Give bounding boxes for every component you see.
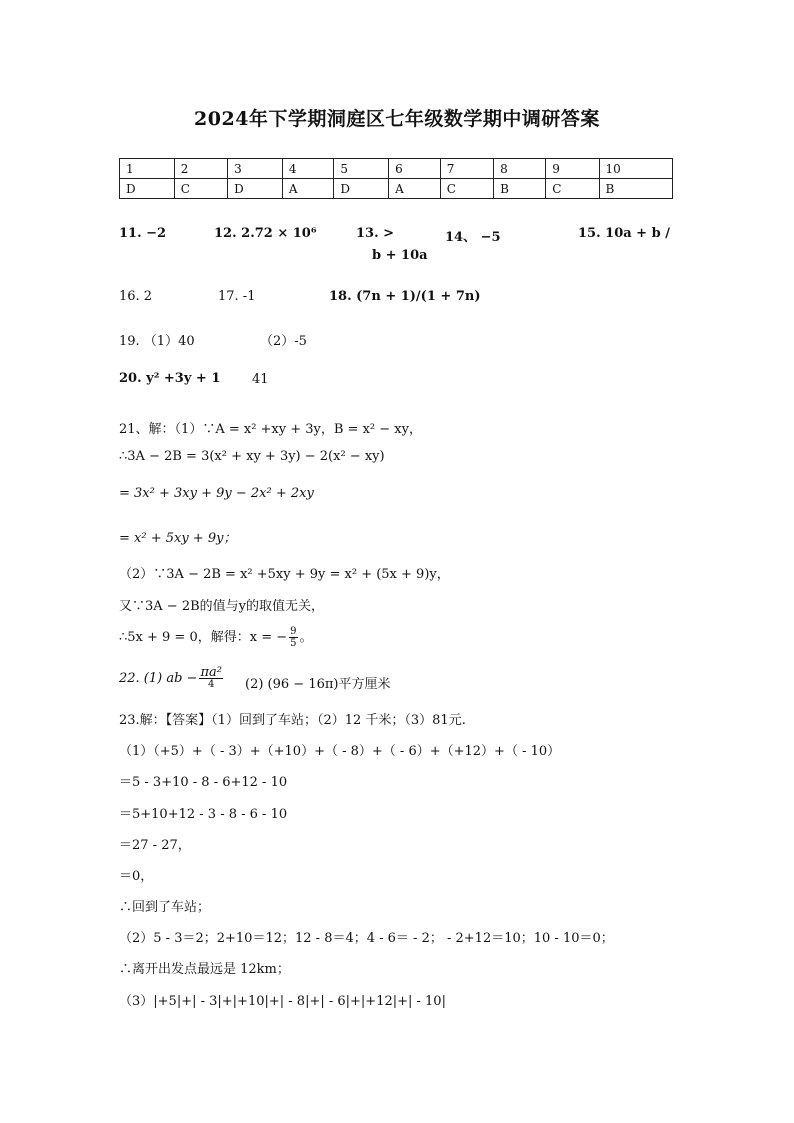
table-cell: 3 — [228, 159, 283, 179]
answer-q18: 18. (7n + 1)/(1 + 7n) — [329, 289, 481, 304]
q21-line: ∴3A − 2B = 3(x² + xy + 3y) − 2(x² − xy) — [119, 449, 385, 464]
q21-line: 21、解：（1）∵A = x² +xy + 3y，B = x² − xy， — [119, 422, 422, 437]
table-cell: A — [389, 179, 441, 199]
answer-q19-part1: 19. （1）40 — [119, 334, 195, 349]
q23-line: ∴回到了车站； — [119, 900, 211, 915]
table-cell: 6 — [389, 159, 441, 179]
answer-q13: 13. > — [356, 226, 395, 241]
fraction-denominator: 5 — [290, 638, 297, 649]
q23-line: ＝0， — [119, 869, 154, 884]
table-row-answers — [120, 179, 673, 199]
answer-q19-part2: （2）-5 — [260, 334, 307, 349]
table-cell: 5 — [334, 159, 389, 179]
answer-q16: 16. 2 — [119, 289, 153, 304]
q23-line: ＝27 - 27， — [119, 838, 191, 853]
answer-q11: 11. −2 — [119, 226, 167, 241]
q21-line: = x² + 5xy + 9y； — [119, 531, 237, 546]
answer-q12: 12. 2.72 × 10⁶ — [214, 226, 317, 241]
q21-solution-line — [119, 626, 313, 649]
q22-line — [119, 667, 225, 690]
table-cell: C — [174, 179, 227, 199]
table-cell: 10 — [599, 159, 672, 179]
fraction-denominator: 4 — [208, 679, 215, 690]
table-cell: 7 — [440, 159, 493, 179]
q23-line: （2）5 - 3＝2；2+10＝12；12 - 8＝4；4 - 6＝ - 2； - 2+12＝10；10 - 10＝0； — [119, 931, 614, 946]
table-cell: D — [228, 179, 283, 199]
table-cell: 8 — [494, 159, 546, 179]
table-cell: A — [282, 179, 334, 199]
answer-q15: 15. 10a + b / — [578, 226, 670, 241]
table-cell: 9 — [546, 159, 599, 179]
table-cell: 4 — [282, 159, 334, 179]
fraction-numerator: 9 — [290, 626, 297, 637]
q23-line: 23.解：【答案】（1）回到了车站；（2）12 千米；（3）81元. — [119, 713, 466, 728]
table-cell: B — [599, 179, 672, 199]
q22-part2: (2) (96 − 16π)平方厘米 — [245, 677, 391, 692]
q22-part1-text: 22. (1) ab − — [119, 671, 198, 686]
table-cell: 2 — [174, 159, 227, 179]
page-title: 2024年下学期洞庭区七年级数学期中调研答案 — [194, 108, 600, 130]
answer-q20: 20. y² +3y + 1 — [119, 371, 221, 386]
table-row-numbers — [120, 159, 673, 179]
table-cell: C — [440, 179, 493, 199]
table-cell: B — [494, 179, 546, 199]
answer-q17: 17. -1 — [218, 289, 256, 304]
q21-solution-end: 。 — [299, 630, 313, 645]
table-cell: 1 — [120, 159, 175, 179]
table-cell: C — [546, 179, 599, 199]
fraction-numerator: πa² — [200, 665, 222, 680]
answer-q20-value: 41 — [252, 372, 269, 387]
q21-line: （2）∵3A − 2B = x² +5xy + 9y = x² + (5x + 9)y， — [119, 567, 450, 582]
q23-line: ＝5 - 3+10 - 8 - 6+12 - 10 — [119, 775, 288, 790]
q21-solution-text: ∴5x + 9 = 0，解得：x = − — [119, 630, 288, 645]
q23-line: （1）（+5）+（ - 3）+（+10）+（ - 8）+（ - 6）+（+12）+（ - 10） — [119, 744, 561, 759]
answer-q14: 14、 −5 — [445, 230, 501, 245]
table-cell: D — [120, 179, 175, 199]
q23-line: ∴离开出发点最远是 12km； — [119, 962, 290, 977]
q21-line: 又∵3A − 2B的值与y的取值无关， — [119, 599, 324, 614]
answer-q15-cont: b + 10a — [372, 248, 428, 263]
answer-table — [119, 158, 673, 199]
fraction — [199, 667, 223, 690]
q21-line: = 3x² + 3xy + 9y − 2x² + 2xy — [119, 486, 314, 501]
table-cell: D — [334, 179, 389, 199]
fraction — [289, 626, 297, 649]
q23-line: （3）|+5|+| - 3|+|+10|+| - 8|+| - 6|+|+12|+| - 10| — [119, 994, 446, 1009]
q23-line: ＝5+10+12 - 3 - 8 - 6 - 10 — [119, 807, 288, 822]
